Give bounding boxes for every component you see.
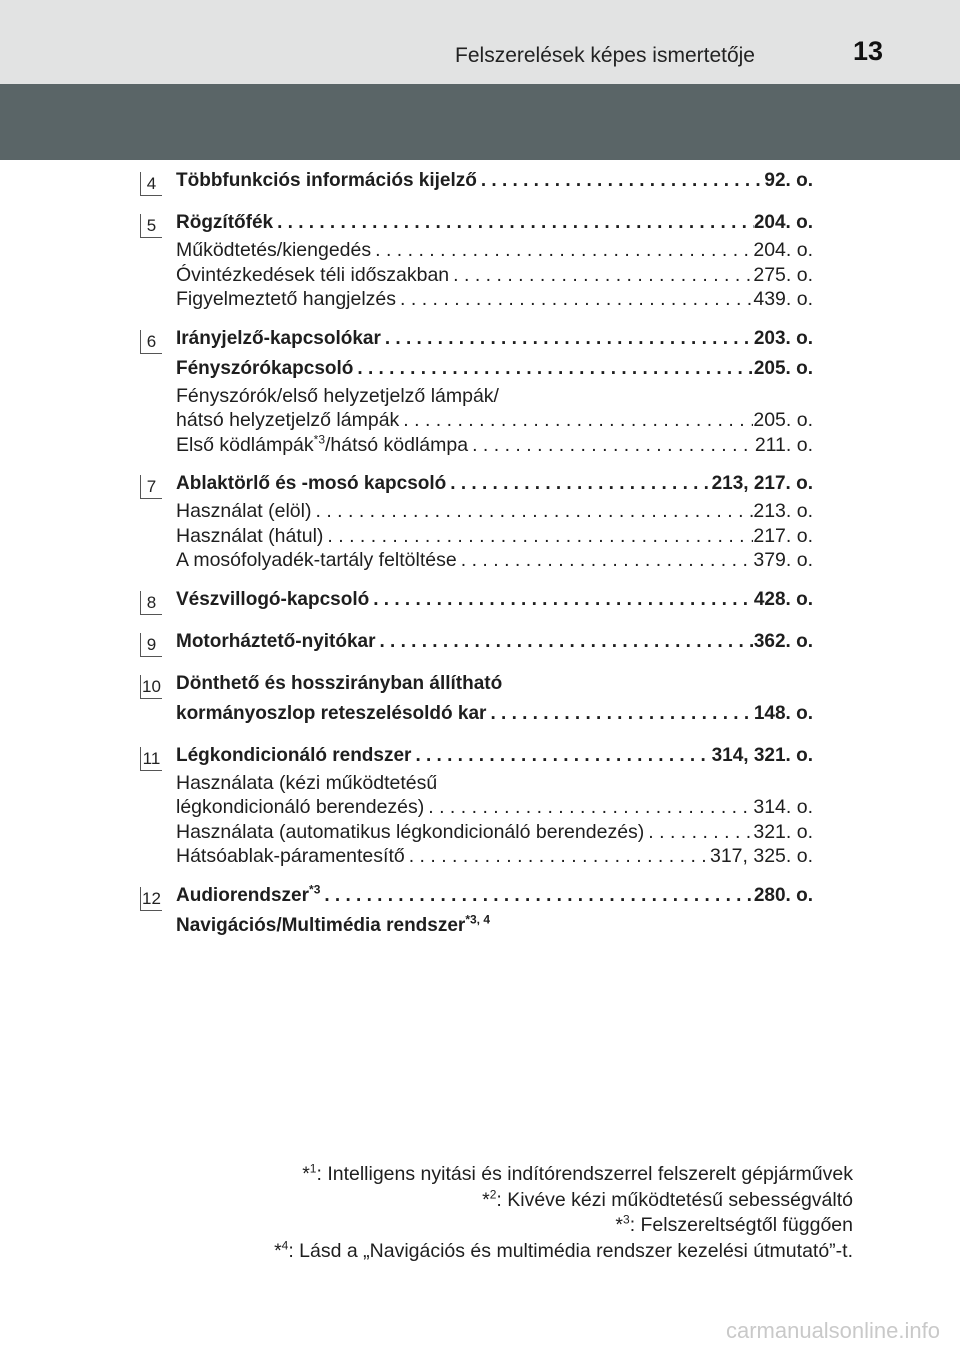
toc-entry[interactable] bbox=[176, 324, 813, 354]
toc-entry-label: Használata (automatikus légkondicionáló berendezés) bbox=[176, 820, 645, 843]
toc-entry[interactable] bbox=[176, 263, 813, 288]
leader-dots bbox=[399, 408, 753, 433]
page-reference: 280. o. bbox=[753, 884, 813, 906]
toc-group bbox=[0, 881, 960, 941]
page-reference: 148. o. bbox=[753, 702, 813, 724]
toc-entry-label: Használat (elöl) bbox=[176, 500, 312, 522]
toc-entry-label: Vészvillogó-kapcsoló bbox=[176, 588, 370, 610]
leader-dots bbox=[468, 433, 755, 458]
watermark: carmanualsonline.info bbox=[725, 1318, 940, 1343]
toc-group bbox=[0, 324, 960, 458]
toc-entry-label: Légkondicionáló rendszer bbox=[176, 744, 412, 766]
page-reference: 205. o. bbox=[753, 357, 813, 379]
toc-entry[interactable] bbox=[176, 820, 813, 845]
footnote-text: : Felszereltségtől függően bbox=[629, 1214, 853, 1236]
toc-entry-label: Ablaktörlő és -mosó kapcsoló bbox=[176, 473, 447, 494]
footnote-ref: *3, 4 bbox=[465, 912, 491, 927]
toc-group bbox=[0, 469, 960, 573]
toc-entry[interactable] bbox=[176, 499, 813, 524]
page-reference: 439. o. bbox=[753, 288, 813, 310]
item-number-marker: 6 bbox=[140, 330, 162, 354]
leader-dots bbox=[424, 795, 753, 820]
toc-entry[interactable] bbox=[176, 238, 813, 263]
toc-entry-label: Fényszórókapcsoló bbox=[176, 357, 354, 379]
footnote-mark: *$^1$ bbox=[302, 1161, 317, 1185]
page-reference: 213, 217. o. bbox=[711, 473, 813, 494]
leader-dots bbox=[446, 469, 711, 499]
footnote-line bbox=[274, 1188, 853, 1214]
leader-dots bbox=[396, 287, 753, 312]
toc-entry-label: Motorháztető-nyitókar bbox=[176, 630, 376, 652]
item-number-marker: 8 bbox=[140, 591, 162, 615]
toc-group bbox=[0, 208, 960, 312]
toc-entry-label: Irányjelző-kapcsolókar bbox=[176, 327, 381, 349]
leader-dots bbox=[311, 499, 753, 524]
toc-entry-label: Hátsóablak-páramentesítő bbox=[176, 845, 405, 867]
toc-entry-label: A mosófolyadék-tartály feltöltése bbox=[176, 549, 457, 571]
page-reference: 362. o. bbox=[753, 630, 813, 652]
page-reference: 314. o. bbox=[753, 796, 813, 818]
footnote-line bbox=[274, 1162, 853, 1188]
leader-dots bbox=[449, 263, 753, 288]
toc-entry-label: Használat (hátul) bbox=[176, 524, 324, 547]
page-number: 13 bbox=[852, 36, 883, 66]
leader-dots bbox=[477, 166, 765, 196]
footnote-text: : Lásd a „Navigációs és multimédia rendszer kezelési útmutató”-t. bbox=[288, 1239, 853, 1262]
footnote-ref: *3 bbox=[313, 432, 325, 446]
toc-entry[interactable] bbox=[176, 881, 813, 911]
footnote-ref: *3 bbox=[309, 882, 321, 897]
toc-group bbox=[0, 627, 960, 657]
toc-group bbox=[0, 741, 960, 869]
toc-entry[interactable] bbox=[176, 844, 813, 869]
toc-entry-label: Dönthető és hosszirányban állítható bbox=[176, 672, 503, 694]
toc-entry[interactable] bbox=[176, 548, 813, 573]
page-reference: 92. o. bbox=[764, 170, 813, 191]
item-number-marker: 5 bbox=[140, 214, 162, 238]
toc-group bbox=[0, 669, 960, 729]
toc-entry[interactable] bbox=[176, 795, 813, 820]
leader-dots bbox=[369, 585, 754, 615]
page-reference: 204. o. bbox=[753, 212, 813, 233]
section-title: Felszerelések képes ismertetője bbox=[455, 44, 755, 67]
header-top-band bbox=[0, 0, 960, 84]
leader-dots bbox=[405, 844, 710, 869]
toc-entry-label: Működtetés/kiengedés bbox=[176, 239, 372, 261]
footnote-text: : Kivéve kézi működtetésű sebességváltó bbox=[496, 1188, 853, 1211]
item-number-marker: 7 bbox=[140, 475, 162, 499]
toc-entry[interactable] bbox=[176, 741, 813, 771]
toc-entry-label: Rögzítőfék bbox=[176, 212, 274, 233]
page-reference: 205. o. bbox=[753, 409, 813, 431]
page-reference: 321. o. bbox=[753, 820, 813, 843]
footnote-mark: *$^4$ bbox=[274, 1238, 289, 1262]
footnote-mark: *$^2$ bbox=[482, 1187, 497, 1211]
page-reference: 379. o. bbox=[753, 549, 813, 571]
toc-entry-label: Figyelmeztető hangjelzés bbox=[176, 288, 397, 310]
item-number-marker: 12 bbox=[140, 887, 162, 911]
leader-dots bbox=[323, 524, 753, 549]
toc-entry[interactable] bbox=[176, 585, 813, 615]
page-reference: 428. o. bbox=[753, 588, 813, 610]
toc-entry[interactable] bbox=[176, 469, 813, 499]
toc-group bbox=[0, 585, 960, 615]
toc-entry-label: légkondicionáló berendezés) bbox=[176, 796, 425, 818]
page-reference: 217. o. bbox=[753, 524, 813, 547]
page-reference: 211. o. bbox=[754, 433, 813, 456]
header-dark-band bbox=[0, 84, 960, 160]
toc-entry-label: Többfunkciós információs kijelző bbox=[176, 170, 477, 191]
leader-dots bbox=[273, 208, 754, 238]
footnote-mark: *$^3$ bbox=[615, 1212, 630, 1236]
toc-entry[interactable] bbox=[176, 384, 813, 409]
toc-entry[interactable] bbox=[176, 433, 813, 458]
page-reference: 204. o. bbox=[753, 239, 813, 261]
footnotes bbox=[274, 1162, 853, 1264]
toc-entry[interactable] bbox=[176, 699, 813, 729]
toc-entry-label: Fényszórók/első helyzetjelző lámpák/ bbox=[176, 384, 499, 407]
page-reference: 275. o. bbox=[753, 263, 813, 286]
leader-dots bbox=[381, 324, 754, 354]
toc-entry[interactable] bbox=[176, 287, 813, 312]
toc-entry[interactable] bbox=[176, 166, 813, 196]
item-number-marker: 4 bbox=[140, 172, 162, 196]
item-number-marker: 9 bbox=[140, 633, 162, 657]
leader-dots bbox=[457, 548, 754, 573]
item-number-marker: 11 bbox=[140, 747, 162, 771]
footnote-line bbox=[274, 1239, 853, 1265]
toc-entry[interactable] bbox=[176, 354, 813, 384]
toc-entry-label: Audiorendszer$^{*3}$ bbox=[176, 882, 321, 906]
toc-entry-label: Óvintézkedések téli időszakban bbox=[176, 263, 450, 286]
footnote-text: : Intelligens nyitási és indítórendszerrel felszerelt gépjárművek bbox=[316, 1163, 853, 1185]
page-reference: 314, 321. o. bbox=[711, 744, 813, 766]
toc-list bbox=[0, 166, 960, 953]
toc-entry[interactable] bbox=[176, 627, 813, 657]
toc-entry-label: Használata (kézi működtetésű bbox=[176, 771, 438, 794]
leader-dots bbox=[353, 354, 753, 384]
toc-entry[interactable] bbox=[176, 911, 813, 941]
page-reference: 203. o. bbox=[753, 327, 813, 349]
toc-entry[interactable] bbox=[176, 524, 813, 549]
leader-dots bbox=[371, 238, 753, 263]
toc-entry-label: kormányoszlop reteszelésoldó kar bbox=[176, 702, 487, 724]
toc-entry[interactable] bbox=[176, 771, 813, 796]
toc-entry[interactable] bbox=[176, 408, 813, 433]
page-reference: 213. o. bbox=[753, 500, 813, 522]
leader-dots bbox=[486, 699, 753, 729]
toc-group bbox=[0, 166, 960, 196]
toc-entry[interactable] bbox=[176, 669, 813, 699]
toc-entry[interactable] bbox=[176, 208, 813, 238]
toc-entry-label: Első ködlámpák$^{*3}$/hátsó ködlámpa bbox=[176, 432, 469, 456]
toc-entry-label: Navigációs/Multimédia rendszer$^{*3, 4}$ bbox=[176, 912, 491, 936]
page-reference: 317, 325. o. bbox=[709, 845, 813, 867]
leader-dots bbox=[320, 881, 753, 911]
leader-dots bbox=[411, 741, 711, 771]
footnote-line bbox=[274, 1213, 853, 1239]
leader-dots bbox=[644, 820, 753, 845]
leader-dots bbox=[376, 627, 754, 657]
toc-entry-label: hátsó helyzetjelző lámpák bbox=[176, 409, 400, 431]
item-number-marker: 10 bbox=[140, 675, 162, 699]
